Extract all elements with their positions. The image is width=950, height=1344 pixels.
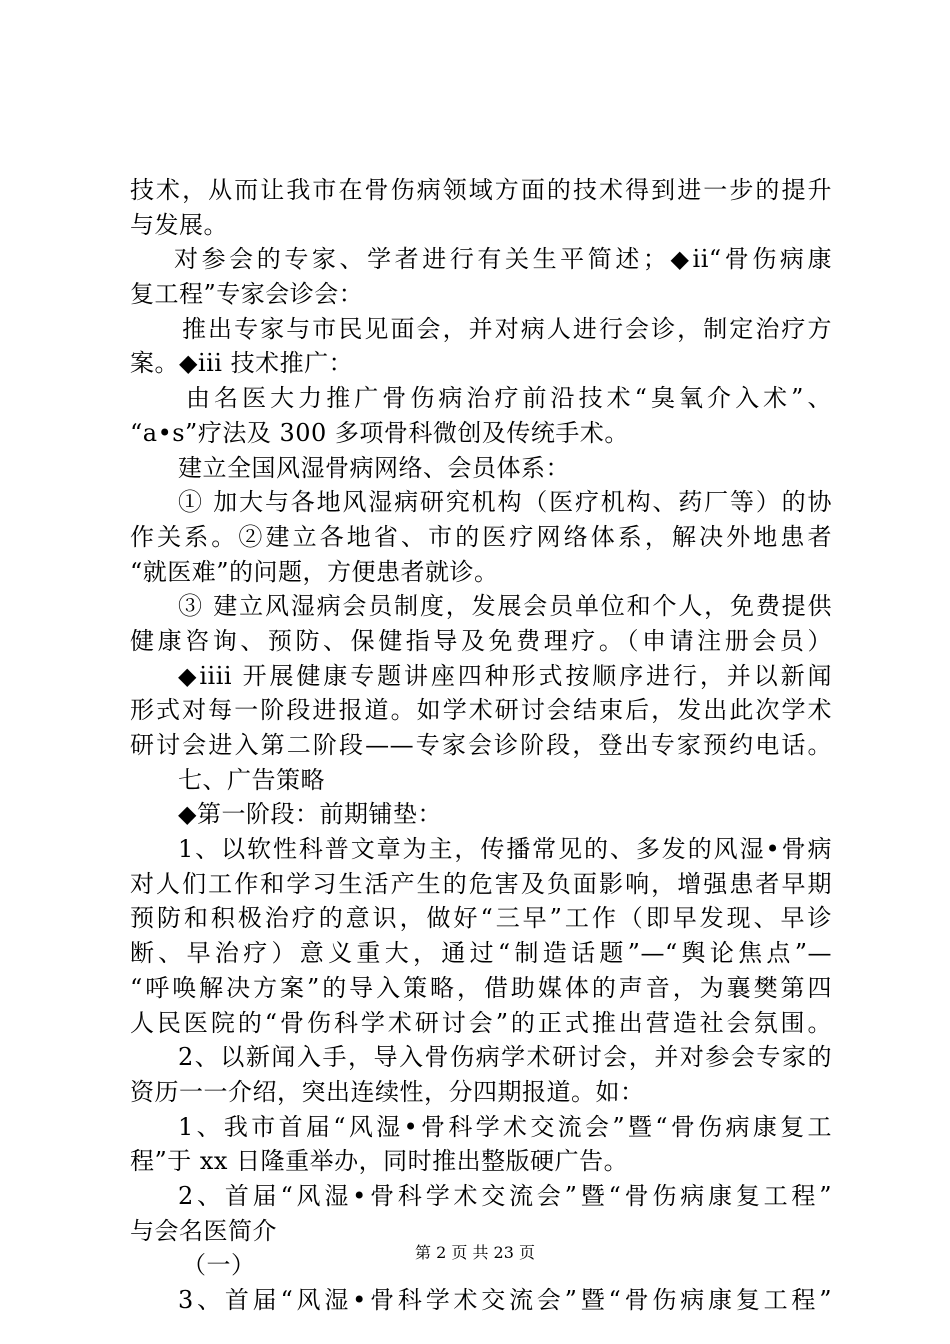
text-line: 1、我市首届“风湿•骨科学术交流会”暨“骨伤病康复工 <box>178 1112 832 1141</box>
text-line: 健康咨询、预防、保健指导及免费理疗。（申请注册会员） <box>130 626 832 655</box>
text-line: 七、广告策略 <box>178 765 325 794</box>
text-line: 2、首届“风湿•骨科学术交流会”暨“骨伤病康复工程” <box>178 1181 832 1210</box>
text-line: （一） <box>182 1251 256 1280</box>
text-line: 预防和积极治疗的意识，做好“三早”工作（即早发现、早诊 <box>130 904 832 933</box>
text-line: 建立全国风湿骨病网络、会员体系： <box>178 453 570 482</box>
text-line: 技术，从而让我市在骨伤病领域方面的技术得到进一步的提升 <box>130 176 832 204</box>
text-line: ③ 建立风湿病会员制度，发展会员单位和个人，免费提供 <box>178 592 832 621</box>
text-line: 与发展。 <box>130 210 228 239</box>
text-line: 与会名医简介 <box>130 1216 277 1245</box>
text-line: 对参会的专家、学者进行有关生平简述；◆ii“骨伤病康 <box>174 245 832 274</box>
text-line: 程”于 xx 日隆重举办，同时推出整版硬广告。 <box>130 1147 629 1176</box>
text-line: “a•s”疗法及 300 多项骨科微创及传统手术。 <box>130 418 629 447</box>
text-line: 案。◆iii 技术推广： <box>130 349 354 378</box>
text-line: ◆iiii 开展健康专题讲座四种形式按顺序进行，并以新闻 <box>178 661 832 690</box>
text-line: 对人们工作和学习生活产生的危害及负面影响，增强患者早期 <box>130 869 832 898</box>
document-body <box>130 173 832 1318</box>
text-line: 3、首届“风湿•骨科学术交流会”暨“骨伤病康复工程” <box>178 1286 832 1314</box>
text-line: ① 加大与各地风湿病研究机构（医疗机构、药厂等）的协 <box>178 488 832 517</box>
text-line: “呼唤解决方案”的导入策略，借助媒体的声音，为襄樊第四 <box>130 973 832 1002</box>
text-line: “就医难”的问题，方便患者就诊。 <box>130 557 499 586</box>
text-line: ◆第一阶段：前期铺垫： <box>178 800 442 829</box>
text-line: 研讨会进入第二阶段——专家会诊阶段，登出专家预约电话。 <box>130 731 832 759</box>
text-line: 形式对每一阶段进报道。如学术研讨会结束后，发出此次学术 <box>130 696 832 725</box>
text-line: 断、早治疗）意义重大，通过“制造话题”—“舆论焦点”— <box>130 939 832 968</box>
text-line: 人民医院的“骨伤科学术研讨会”的正式推出营造社会氛围。 <box>130 1008 832 1037</box>
text-line: 作关系。②建立各地省、市的医疗网络体系，解决外地患者 <box>130 522 832 551</box>
text-line: 复工程”专家会诊会： <box>130 280 364 309</box>
text-line: 1、以软性科普文章为主，传播常见的、多发的风湿•骨病 <box>178 835 832 864</box>
page-footer: 第 2 页 共 23 页 <box>415 1243 535 1262</box>
text-line: 资历一一介绍，突出连续性，分四期报道。如： <box>130 1077 645 1106</box>
text-line: 由名医大力推广骨伤病治疗前沿技术“臭氧介入术”、 <box>186 384 832 413</box>
text-line: 推出专家与市民见面会，并对病人进行会诊，制定治疗方 <box>182 314 832 343</box>
text-line: 2、以新闻入手，导入骨伤病学术研讨会，并对参会专家的 <box>178 1043 832 1072</box>
